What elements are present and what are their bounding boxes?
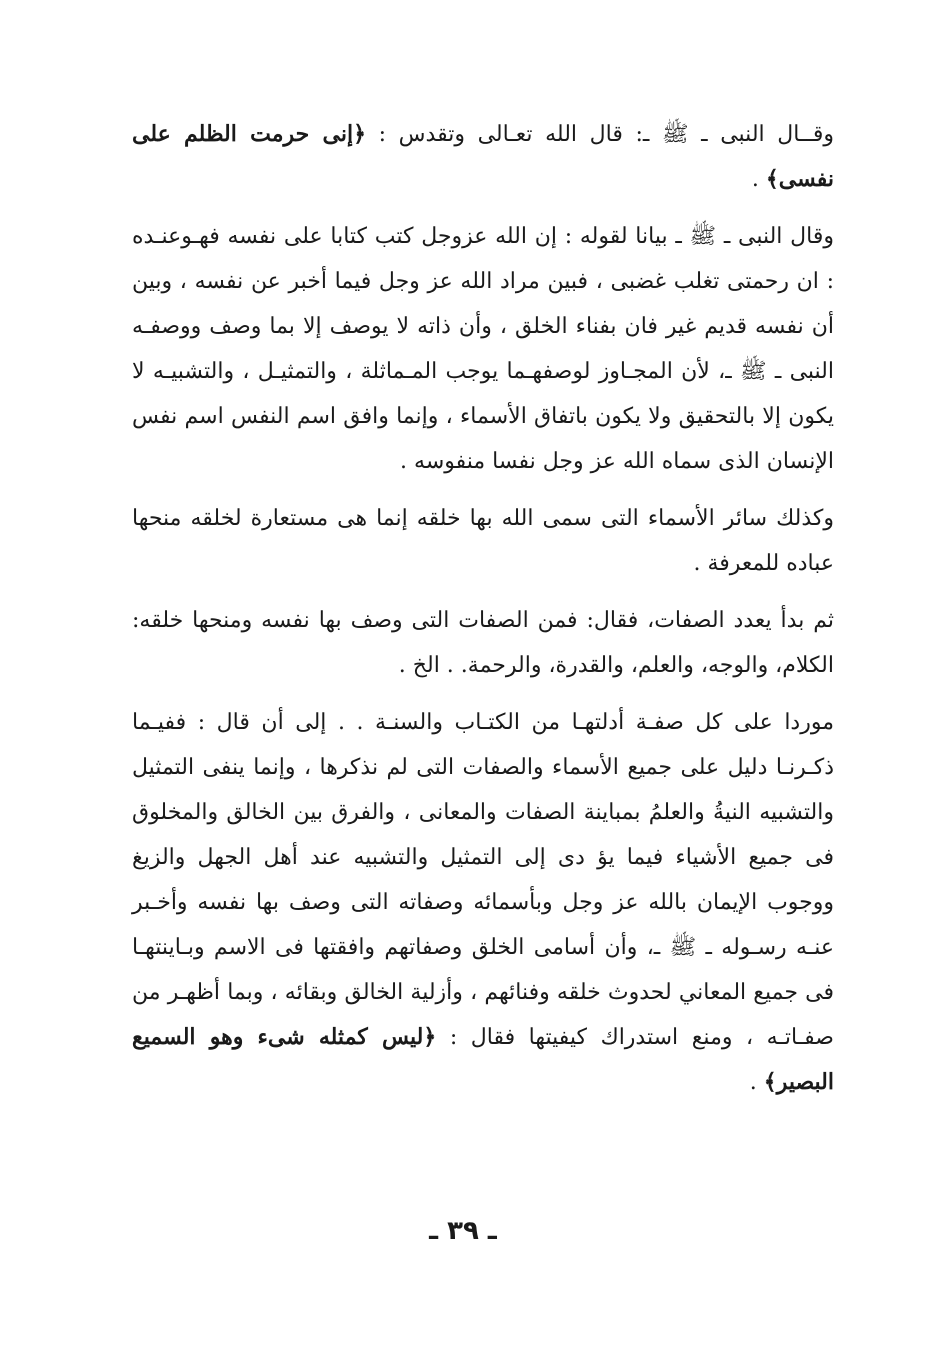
paragraph-4 xyxy=(132,598,834,688)
paragraph-4-text: ثم بدأ يعدد الصفات، فقال: فمن الصفات التى وصف بها نفسه ومنحها خلقه: الكلام، والوجه، والعلم، والقدرة، والرحمة. . الخ . xyxy=(132,608,834,678)
paragraph-2-text: وقال النبى ـ ﷺ ـ بيانا لقوله : إن الله عزوجل كتب كتابا على نفسه فهـوعنـده : ان رحمتى تغلب غضبى ، فبين مراد الله عز وجل فيما أخبر عن نفسه ، وبين أن نفسه قديم غير فان بفناء الخلق ، وأن ذاته لا يوصف إلا بما وصف ووصفـه النبى ـ ﷺ ـ، لأن المجـاوز لوصفهـما يوجب المـماثلة ، والتمثيـل ، والتشبيـه لا يكون إلا بالتحقيق ولا يكون باتفاق الأسماء ، وإنما وافق اسم النفس اسم نفس الإنسان الذى سماه الله عز وجل نفسا منفوسه . xyxy=(132,224,834,474)
paragraph-5-end: . xyxy=(749,1070,764,1095)
quran-quote-2: ﴿ليس كمثله شىء وهو السميع البصير﴾ xyxy=(132,1024,834,1095)
page-body xyxy=(132,112,834,1117)
quran-quote-1: ﴿إنى حرمت الظلم على نفسى﴾ xyxy=(132,121,834,192)
paragraph-3 xyxy=(132,496,834,586)
paragraph-3-text: وكذلك سائر الأسماء التى سمى الله بها خلقه إنما هى مستعارة لخلقه منحها عباده للمعرفة . xyxy=(132,506,834,576)
paragraph-5 xyxy=(132,700,834,1105)
page-number: ـ ٣٩ ـ xyxy=(429,1216,497,1246)
paragraph-1-text: وقــال النبى ـ ﷺ ـ: قال الله تعـالى وتقدس : xyxy=(366,122,834,147)
paragraph-5-text: موردا على كل صفـة أدلتهـا من الكتـاب والسنـة . . إلى أن قال : ففيـما ذكـرنـا دليل على جميع الأسماء والصفات التى لم نذكرها ، وإنما ينفى التمثيل والتشبيه النيةُ والعلمُ بمباينة الصفات والمعانى ، والفرق بين الخالق والمخلوق فى جميع الأشياء فيما يؤ دى إلى التمثيل والتشبيه عند أهل الجهل والزيغ ووجوب الإيمان بالله عز وجل وبأسمائه وصفاته التى وصف بها نفسه وأخـبر عنـه رسـوله ـ ﷺ ـ، وأن أسامى الخلق وصفاتهم وافقتها فى الاسم وبـاينتهـا فى جميع المعاني لحدوث خلقه وفنائهم ، وأزلية الخالق وبقائه ، وبما أظهـر من صفـاتـه ، ومنع استدراك كيفيتها فقال : xyxy=(132,710,834,1050)
paragraph-2 xyxy=(132,214,834,484)
paragraph-1-end: . xyxy=(751,167,766,192)
paragraph-1 xyxy=(132,112,834,202)
